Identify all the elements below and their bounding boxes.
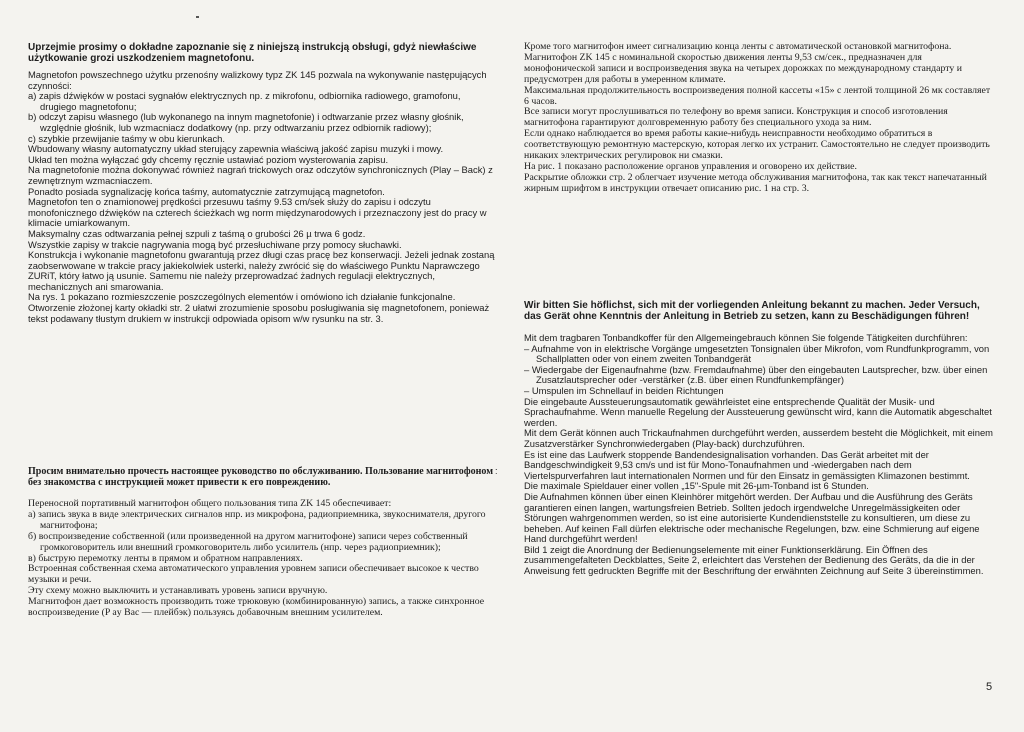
russian-paragraph: Кроме того магнитофон имеет сигнализацию конца ленты с автоматической остановкой магнитофона. — [524, 41, 952, 52]
polish-paragraph: Magnetofon powszechnego użytku przenośny walizkowy typz ZK 145 pozwala na wykonywanie następujących czynności: — [28, 69, 487, 91]
german-section — [524, 300, 994, 577]
german-paragraph: Es ist eine das Laufwerk stoppende Bandendesignalisation vorhanden. Das Gerät arbeitet mit der Bandgeschwindigkeit 9,53 cm/s und ist für Mono-Tonaufnahmen und -wiedergaben nach dem Viertelspurverfahren laut internationalen Normen und für den Einsatz in gemässigten Klimazonen bestimmt. — [524, 448, 970, 481]
russian-list-item: а) запись звука в виде электрических сигналов нпр. из микрофона, радиоприемника, звукоснимателя, другого магнитофона; — [28, 508, 486, 531]
russian-paragraph: Переносной портативный магнитофон общего пользования типа ZK 145 обеспечивает: — [28, 498, 392, 509]
polish-paragraph: Na rys. 1 pokazano rozmieszczenie poszczególnych elementów i omówiono ich działanie funkcjonalne. — [28, 291, 456, 303]
polish-paragraph: Wbudowany własny automatyczny układ sterujący zapewnia właściwą jakość zapisu muzyki i mowy. — [28, 143, 444, 155]
german-paragraph: Die maximale Spieldauer einer vollen „15"-Spule mit 26-µm-Tonband ist 6 Stunden. — [524, 480, 869, 492]
polish-paragraph: Otworzenie złożonej karty okładki str. 2 ułatwi zrozumienie sposobu posługiwania się magnetofonem, ponieważ tekst podawany tłustym drukiem w instrukcji odpowiada opisom w/w rysunku na str. 3. — [28, 302, 490, 324]
polish-paragraph: Na magnetofonie można dokonywać również nagrań trickowych oraz odczytów synchronicznych (Play – Back) z zewnętrznym wzmacniaczem. — [28, 164, 493, 186]
russian-heading: Просим внимательно прочесть настоящее руководство по обслуживанию. Пользование магнитофоном без знакомства с инструкцией может привести к его повреждению. — [28, 466, 494, 488]
german-paragraph: Die eingebaute Aussteuerungsautomatik gewährleistet eine entsprechende Qualität der Musik- und Sprachaufnahme. Wenn manuelle Regelung der Aussteuerung gewünscht wird, kann die Automatik abgeschaltet werden. — [524, 395, 992, 428]
polish-paragraph: Konstrukcja i wykonanie magnetofonu gwarantują przez długi czas pracę bez konserwacji. Jeżeli jednak zostaną zaobserwowane w trakcie pracy jakiekolwiek usterki, należy zwrócić się do właściwego Punktu Naprawczego ZURiT, który łatwo ją usunie. Samemu nie należy przeprowadzać żadnych regulacji elektrycznych, mechanicznych ani smarowania. — [28, 249, 495, 292]
print-mark — [196, 16, 199, 18]
russian-paragraph: На рис. 1 показано расположение органов управления и оговорено их действие. — [524, 160, 857, 172]
russian-paragraph: Магнитофон ZK 145 с номинальной скоростью движения ленты 9,53 см/сек., предназначен для монофонической записи и воспроизведения звука на четырех дорожках по международному стандарту и предусмотрен для работы в умеренном климате. — [524, 51, 962, 85]
russian-paragraph: Если однако наблюдается во время работы какие-нибудь неисправности необходимо обратиться в соответствующую ремонтную мастерскую, которая легко их устранит. Самостоятельно не следует производить никаких электрических регулировок ни смазки. — [524, 128, 990, 162]
page-number: 5 — [986, 681, 993, 693]
german-paragraph: Bild 1 zeigt die Anordnung der Bedienungselemente mit einer Funktionserklärung. Ein Öffnen des zusammengefalteten Deckblattes, Seite 2, erleichtert das Verstehen der Bedienung des Geräts, da die in der Anweisung fett gedruckten Begriffe mit der Beschriftung der erwähnten Zeichnung auf Seite 3 übereinstimmen. — [524, 543, 984, 577]
german-list-item: – Wiedergabe der Eigenaufnahme (bzw. Fremdaufnahme) über den eingebauten Lautsprecher, bzw. über einen Zusatzlautsprecher oder -verstärker (z.B. über einen Rundfunkempfänger) — [524, 363, 988, 386]
polish-list-item: a) zapis dźwięków w postaci sygnałów elektrycznych np. z mikrofonu, odbiornika radiowego, gramofonu, drugiego magnetofonu; — [28, 90, 461, 112]
russian-paragraph: Эту схему можно выключить и устанавливать уровень записи вручную. — [28, 585, 328, 597]
polish-paragraph: Ponadto posiada sygnalizację końca taśmy, automatycznie zatrzymującą magnetofon. — [28, 185, 385, 197]
russian-paragraph: Магнитофон дает возможность производить тоже трюковую (комбинированную) запись, а также синхронное воспроизведение (P ay Bac — плейбэк) пользуясь добавочным внешним усилителем. — [28, 596, 485, 619]
polish-list-item: b) odczyt zapisu własnego (lub wykonanego na innym magnetofonie) i odtwarzanie przez własny głośnik, względnie głośnik, lub wzmacniacz dodatkowy (np. przy odtwarzaniu przez odbiornik radiowy); — [28, 111, 464, 133]
polish-paragraph: Układ ten można wyłączać gdy chcemy ręcznie ustawiać poziom wysterowania zapisu. — [28, 153, 389, 165]
polish-paragraph: Wszystkie zapisy w trakcie nagrywania mogą być przesłuchiwane przy pomocy słuchawki. — [28, 238, 402, 250]
german-paragraph: Mit dem Gerät können auch Trickaufnahmen durchgeführt werden, ausserdem besteht die Möglichkeit, mit einem Zusatzverstärker Synchronwiedergaben (Play-back) durchzuführen. — [524, 427, 993, 449]
polish-section — [28, 42, 496, 324]
separator-mark: : — [495, 466, 498, 476]
russian-section-left — [28, 466, 496, 619]
russian-paragraph: Встроенная собственная схема автоматического управления уровнем записи обеспечивает высокое к чество музыки и речи. — [28, 563, 479, 586]
german-paragraph: Die Aufnahmen können über einen Kleinhörer mitgehört werden. Der Aufbau und die Ausführung des Geräts garantieren einen langen, wartungsfreien Betrieb. Sollten jedoch irgendwelche Unregelmässigkeiten oder Störungen wahrgenommen werden, so ist eine autorisierte Kundendienststelle zu konsultieren, um diese zu beheben. Auf keinen Fall dürfen elektrische oder mechanische Regelungen, bzw. eine Schmierung auf eigene Hand durchgeführt werden! — [524, 490, 980, 545]
russian-paragraph: Максимальная продолжительность воспроизведения полной кассеты «15» с лентой толщиной 26 мк составляет 6 часов. — [524, 84, 991, 107]
russian-section-right — [524, 42, 994, 195]
polish-heading: Uprzejmie prosimy o dokładne zapoznanie się z niniejszą instrukcją obsługi, gdyż niewłaściwe użytkowanie grozi uszkodzeniem magnetofonu. — [28, 42, 477, 64]
russian-list-item: в) быструю перемотку ленты в прямом и обратном направлениях. — [28, 552, 303, 564]
german-list-item: – Aufnahme von in elektrische Vorgänge umgesetzten Tonsignalen über Mikrofon, vom Rundfunkprogramm, von Schallplatten oder von einem zweiten Tonbandgerät — [524, 342, 990, 365]
russian-list-item: б) воспроизведение собственной (или произведенной на другом магнитофоне) записи через собственный громкоговоритель или внешний громкоговоритель либо усилитель (нпр. через радиоприемник); — [28, 530, 468, 553]
russian-paragraph: Раскрытие обложки стр. 2 облегчает изучение метода обслуживания магнитофона, так как текст напечатанный жирным шрифтом в инструкции отвечает описанию рис. 1 на стр. 3. — [524, 171, 987, 194]
russian-paragraph: Все записи могут прослушиваться по телефону во время записи. Конструкция и способ изготовления магнитофона гарантируют долговременную работу без специального ухода за ним. — [524, 106, 948, 129]
polish-paragraph: Magnetofon ten o znamionowej prędkości przesuwu taśmy 9.53 cm/sek służy do zapisu i odczytu monofonicznego dźwięków na czterech ścieżkach wg norm międzynarodowych i przeznaczony jest do pracy w klimacie umiarkowanym. — [28, 196, 487, 229]
german-heading: Wir bitten Sie höflichst, sich mit der vorliegenden Anleitung bekannt zu machen. Jeder Versuch, das Gerät ohne Kenntnis der Anleitung in Betrieb zu setzen, kann zu Beschädigungen führen! — [524, 300, 980, 322]
polish-paragraph: Maksymalny czas odtwarzania pełnej szpuli z taśmą o grubości 26 µ trwa 6 godz. — [28, 227, 366, 239]
german-list-item: – Umspulen im Schnellauf in beiden Richtungen — [524, 384, 724, 396]
german-paragraph: Mit dem tragbaren Tonbandkoffer für den Allgemeingebrauch können Sie folgende Tätigkeiten durchführen: — [524, 332, 968, 343]
polish-list-item: c) szybkie przewijanie taśmy w obu kierunkach. — [28, 132, 225, 144]
